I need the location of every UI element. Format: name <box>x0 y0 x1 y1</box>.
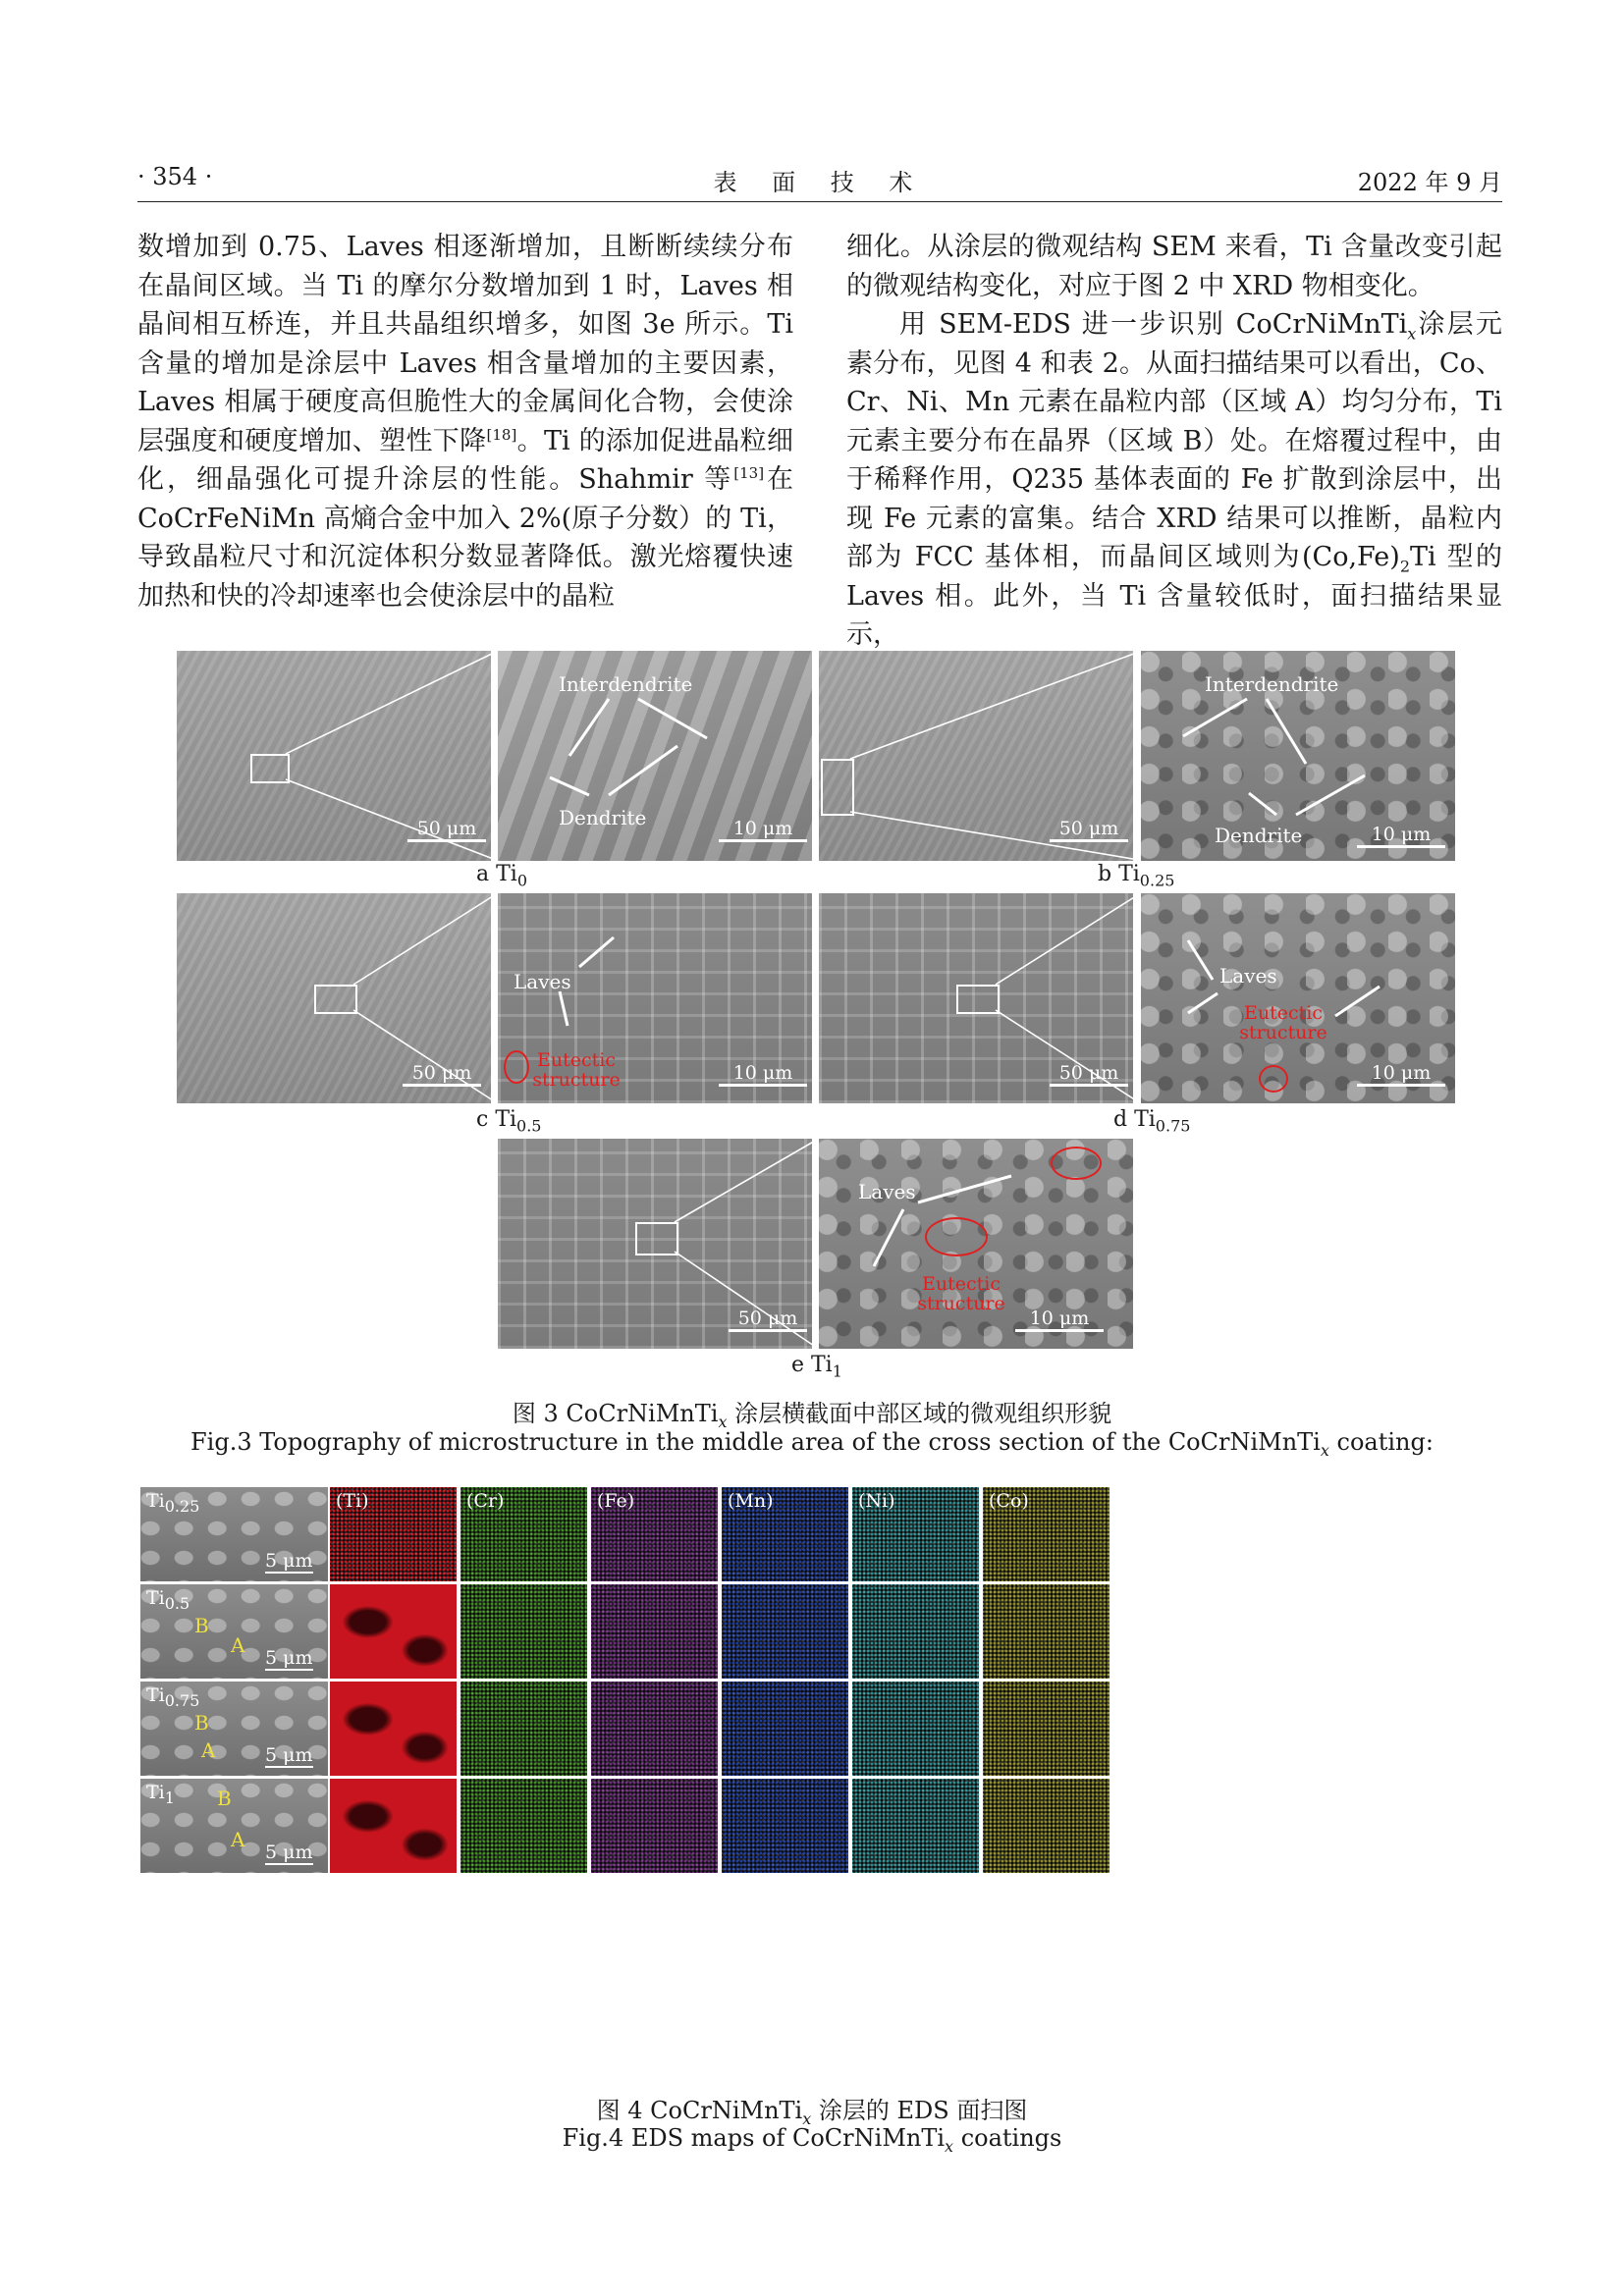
region-b-label: B <box>217 1787 232 1810</box>
label-interdendrite: Interdendrite <box>1205 672 1339 696</box>
scale-bar: 10 μm <box>1015 1308 1104 1332</box>
eds-row-label: $Ti_{0.25}$ <box>146 1490 200 1516</box>
eds-map-ni <box>852 1584 979 1679</box>
eds-map-co <box>983 1487 1110 1581</box>
citation-13[interactable]: [13] <box>733 464 765 482</box>
arrow <box>638 699 707 738</box>
region-a-label: A <box>231 1633 245 1657</box>
label-laves: Laves <box>514 970 571 993</box>
eds-row-label: $Ti_1$ <box>146 1782 175 1807</box>
eds-map-ti <box>330 1682 457 1776</box>
zoom-line <box>675 1140 817 1222</box>
citation-18[interactable]: [18] <box>486 425 517 444</box>
sublabel-c: c $Ti_{0.5}$ <box>476 1107 542 1136</box>
eds-map-ti <box>330 1779 457 1873</box>
scale-bar: 50 μm <box>1050 1062 1128 1087</box>
region-a-label: A <box>201 1738 216 1762</box>
arrow <box>1267 699 1306 764</box>
arrow <box>1183 699 1247 736</box>
eds-element-label: (Co) <box>989 1490 1029 1512</box>
zoom-line <box>286 652 496 754</box>
arrow <box>1335 987 1380 1016</box>
scale-bar: 50 μm <box>403 1062 481 1087</box>
issue-date: 2022 年 9 月 <box>1357 169 1502 196</box>
label-laves: Laves <box>1219 964 1277 988</box>
arrow <box>550 777 589 795</box>
eds-element-label: (Mn) <box>728 1490 774 1512</box>
eds-map-cr <box>460 1584 587 1679</box>
eds-element-label: (Cr) <box>466 1490 505 1512</box>
eds-map-mn <box>722 1779 848 1873</box>
eds-element-label: (Ni) <box>858 1490 895 1512</box>
region-a-label: A <box>231 1828 245 1851</box>
arrow <box>874 1209 903 1266</box>
label-eutectic-structure: Eutectic structure <box>1239 1002 1327 1043</box>
scale-bar: 10 μm <box>719 818 807 842</box>
eds-scale-bar: 5 μm <box>265 1550 313 1572</box>
sublabel-d: d $Ti_{0.75}$ <box>1113 1107 1191 1136</box>
label-dendrite: Dendrite <box>559 806 647 829</box>
eds-map-fe <box>591 1487 718 1581</box>
eds-map-ni <box>852 1779 979 1873</box>
scale-bar: 50 μm <box>1050 818 1128 842</box>
label-eutectic-structure: Eutectic structure <box>917 1273 1005 1314</box>
scale-bar: 10 μm <box>719 1062 807 1087</box>
eds-map-mn <box>722 1682 848 1776</box>
journal-name: 表 面 技 术 <box>713 169 927 196</box>
zoom-line <box>850 812 1139 860</box>
region-b-label: B <box>194 1614 209 1637</box>
left-paragraph: 数增加到 0.75、Laves 相逐渐增加，且断断续续分布在晶间区域。当 Ti 的摩尔分数增加到 1 时，Laves 相晶间相互桥连，并且共晶组织增多，如图 3e 所示。Ti 含量的增加是涂层中 Laves 相含量增加的主要因素，Laves 相属于硬度高但脆性大的金属间化合物，会使涂层强度和硬度增加、塑性下降[18]。Ti 的添加促进晶粒细化，细晶强化可提升涂层的性能。Shahmir 等[13]在 CoCrFeNiMn 高熵合金中加入 2%(原子分数）的 Ti，导致晶粒尺寸和沉淀体积分数显著降低。激光熔覆快速加热和快的冷却速率也会使涂层中的晶粒 <box>137 232 794 612</box>
figure-4-caption-cn: 图 4 CoCrNiMnTi$_x$ 涂层的 EDS 面扫图 <box>596 2097 1028 2128</box>
eds-map-co <box>983 1584 1110 1679</box>
zoom-line <box>996 894 1139 985</box>
scale-bar: 10 μm <box>1357 824 1445 848</box>
right-paragraph-2: 用 SEM-EDS 进一步识别 CoCrNiMnTi$_x$涂层元素分布，见图 4 和表 2。从面扫描结果可以看出，Co、Cr、Ni、Mn 元素在晶粒内部（区域 A）均匀分布，Ti 元素主要分布在晶界（区域 B）处。在熔覆过程中，由于稀释作用，Q235 基体表面的 Fe 扩散到涂层中，出现 Fe 元素的富集。结合 XRD 结果可以推断，晶粒内部为 FCC 基体相，而晶间区域则为$(Co,Fe)_2Ti$ 型的 Laves 相。此外，当 Ti 含量较低时，面扫描结果显示， <box>846 309 1503 650</box>
zoom-line <box>850 652 1139 759</box>
eds-scale-bar: 5 μm <box>265 1842 313 1863</box>
eds-scale-bar: 5 μm <box>265 1647 313 1669</box>
right-paragraph-1: 细化。从涂层的微观结构 SEM 来看，Ti 含量改变引起的微观结构变化，对应于图 2 中 XRD 物相变化。 <box>846 232 1502 301</box>
eds-map-cr <box>460 1779 587 1873</box>
zoom-line <box>353 894 496 985</box>
scale-bar: 50 μm <box>729 1308 807 1332</box>
eds-map-mn <box>722 1487 848 1581</box>
sublabel-e: e $Ti_1$ <box>791 1353 842 1381</box>
eds-sem-tile <box>140 1779 328 1873</box>
label-eutectic-structure: Eutectic structure <box>532 1049 621 1091</box>
eds-row-label: $Ti_{0.5}$ <box>146 1587 190 1613</box>
eds-map-co <box>983 1779 1110 1873</box>
arrow <box>569 699 609 756</box>
eds-scale-bar: 5 μm <box>265 1744 313 1766</box>
sublabel-a: a $Ti_0$ <box>476 862 528 890</box>
zoom-line <box>353 1010 496 1102</box>
zoom-line <box>996 1010 1139 1102</box>
arrow <box>1188 940 1213 980</box>
region-b-label: B <box>194 1711 209 1735</box>
arrow <box>609 746 677 795</box>
scale-bar: 50 μm <box>407 818 486 842</box>
figure-3-caption-cn: 图 3 CoCrNiMnTi$_x$ 涂层横截面中部区域的微观组织形貌 <box>512 1400 1112 1431</box>
page-number: · 354 · <box>137 163 213 190</box>
zoom-line <box>286 779 496 860</box>
eds-element-label: (Ti) <box>336 1490 369 1512</box>
eds-element-label: (Fe) <box>597 1490 635 1512</box>
zoom-line <box>675 1252 817 1348</box>
eds-map-cr <box>460 1682 587 1776</box>
arrow <box>1188 993 1218 1013</box>
arrow <box>1249 793 1276 815</box>
eds-map-fe <box>591 1584 718 1679</box>
label-laves: Laves <box>858 1180 916 1203</box>
eds-map-ti <box>330 1584 457 1679</box>
eds-map-mn <box>722 1584 848 1679</box>
figure-3-caption-en: Fig.3 Topography of microstructure in the middle area of the cross section of the CoCrNiMnTi$_x$ coating: <box>190 1428 1434 1460</box>
eds-row-label: $Ti_{0.75}$ <box>146 1684 200 1710</box>
eds-map-fe <box>591 1779 718 1873</box>
label-dendrite: Dendrite <box>1215 824 1303 847</box>
eds-map-co <box>983 1682 1110 1776</box>
figure-4-caption-en: Fig.4 EDS maps of CoCrNiMnTi$_x$ coatings <box>562 2124 1062 2156</box>
eds-map-ti <box>330 1487 457 1581</box>
eds-map-ni <box>852 1682 979 1776</box>
eds-map-ni <box>852 1487 979 1581</box>
arrow <box>918 1176 1011 1202</box>
eds-sem-tile <box>140 1682 328 1776</box>
eds-sem-tile <box>140 1487 328 1581</box>
arrow <box>1296 775 1365 815</box>
sublabel-b: b $Ti_{0.25}$ <box>1098 862 1175 890</box>
eds-sem-tile <box>140 1584 328 1679</box>
eds-map-cr <box>460 1487 587 1581</box>
label-interdendrite: Interdendrite <box>559 672 693 696</box>
scale-bar: 10 μm <box>1357 1062 1445 1087</box>
arrow <box>579 937 614 967</box>
eds-map-fe <box>591 1682 718 1776</box>
arrow <box>560 991 568 1026</box>
